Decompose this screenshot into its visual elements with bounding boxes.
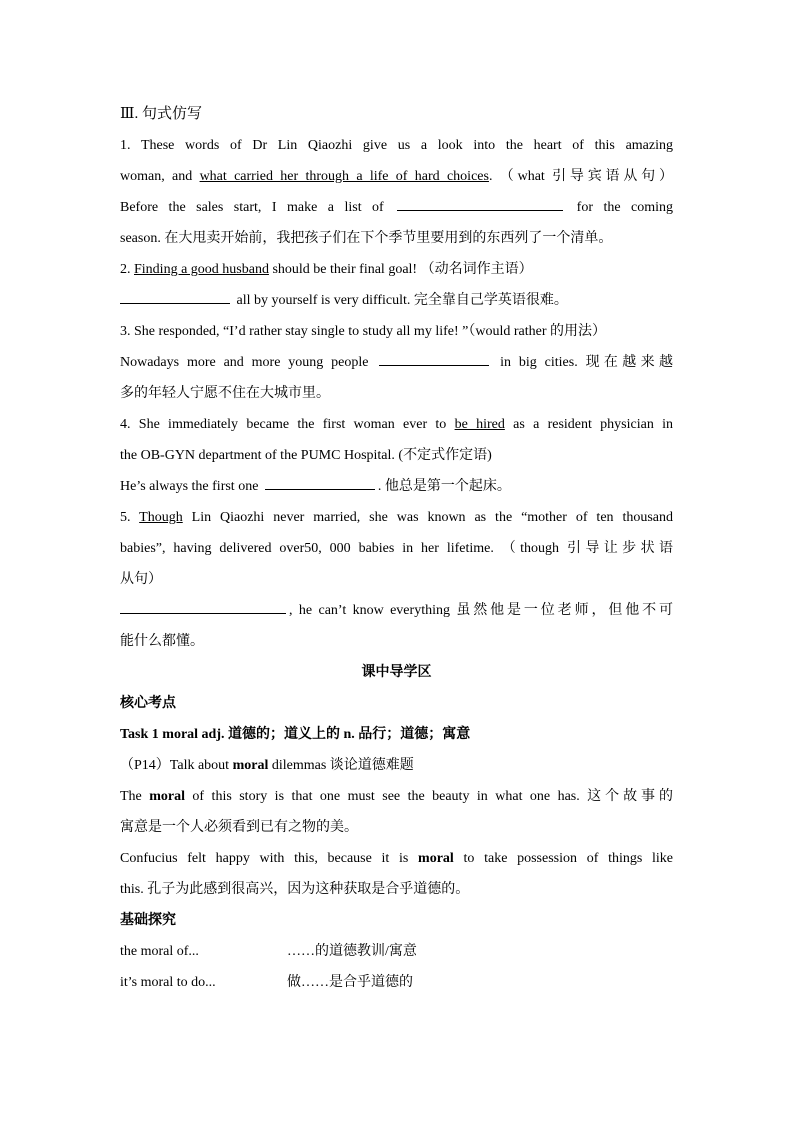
item5-practice-post: , he can’t know everything 虽然他是一位老师，但他不可 bbox=[289, 603, 673, 618]
item5-line3: 从句） bbox=[120, 572, 162, 587]
item2-blank[interactable] bbox=[120, 290, 230, 304]
example1-keyword: moral bbox=[232, 758, 269, 773]
item5-practice-line2: 能什么都懂。 bbox=[120, 634, 204, 649]
item1-line2-pre: woman, and bbox=[120, 169, 200, 184]
example2-keyword: moral bbox=[149, 789, 185, 804]
section-title: Ⅲ. 句式仿写 bbox=[120, 106, 202, 122]
core-points-title: 核心考点 bbox=[120, 696, 176, 711]
item5-pre: 5. bbox=[120, 510, 140, 525]
item3-practice-line2: 多的年轻人宁愿不住在大城市里。 bbox=[120, 386, 330, 401]
item4-post: as a resident physician in bbox=[504, 417, 673, 432]
example1-post: dilemmas 谈论道德难题 bbox=[268, 758, 414, 773]
item4-underlined: be hired bbox=[454, 417, 505, 432]
item2-practice-post: all by yourself is very difficult. 完全靠自己学英语很难。 bbox=[236, 293, 568, 308]
item3-practice-post: in big cities. 现在越来越 bbox=[500, 355, 673, 370]
item5-line2: babies”, having delivered over50, 000 babies in her lifetime. （though 引导让步状语 bbox=[120, 541, 673, 556]
phrase-zh: ……的道德教训/寓意 bbox=[287, 944, 417, 959]
item1-line2-post: . （what 引导宾语从句） bbox=[488, 169, 673, 184]
item1-blank[interactable] bbox=[397, 197, 563, 211]
example2-line1 bbox=[120, 781, 673, 812]
phrase-zh: 做……是合乎道德的 bbox=[287, 975, 413, 990]
item2-practice-line1 bbox=[120, 285, 673, 316]
example2-line2: 寓意是一个人必须看到已有之物的美。 bbox=[120, 820, 358, 835]
item4-blank[interactable] bbox=[265, 476, 375, 490]
item4-line1 bbox=[120, 409, 673, 440]
example2-pre: The bbox=[120, 789, 150, 804]
classroom-title: 课中导学区 bbox=[361, 665, 432, 680]
document-content bbox=[120, 99, 673, 998]
phrase-row bbox=[120, 967, 673, 998]
item3-blank[interactable] bbox=[379, 352, 489, 366]
example3-keyword: moral bbox=[418, 851, 454, 866]
item1-practice-pre: Before the sales start, I make a list of bbox=[120, 200, 384, 215]
item5-practice-line1 bbox=[120, 595, 673, 626]
item5-post: Lin Qiaozhi never married, she was known as the “mother of ten thousand bbox=[182, 510, 673, 525]
item1-underlined: what carried her through a life of hard choices bbox=[199, 169, 489, 184]
phrase-row bbox=[120, 936, 673, 967]
item5-underlined: Though bbox=[139, 510, 183, 525]
item2-underlined: Finding a good husband bbox=[134, 262, 269, 277]
example2-post: of this story is that one must see the beauty in what one has. 这个故事的 bbox=[184, 789, 673, 804]
item5-line1 bbox=[120, 502, 673, 533]
item4-practice-pre: He’s always the first one bbox=[120, 479, 259, 494]
phrase-en: it’s moral to do... bbox=[120, 975, 216, 990]
item2-pre: 2. bbox=[120, 262, 134, 277]
example1 bbox=[120, 750, 673, 781]
item1-practice-line1 bbox=[120, 192, 673, 223]
item3-practice-line1 bbox=[120, 347, 673, 378]
example3-line1 bbox=[120, 843, 673, 874]
task1-heading: Task 1 moral adj. 道德的；道义上的 n. 品行；道德；寓意 bbox=[120, 727, 471, 742]
item3-practice-pre: Nowadays more and more young people bbox=[120, 355, 369, 370]
example3-post: to take possession of things like bbox=[453, 851, 673, 866]
item4-pre: 4. She immediately became the first woman ever to bbox=[120, 417, 455, 432]
item2-line1 bbox=[120, 254, 673, 285]
item1-practice-post: for the coming bbox=[576, 200, 674, 215]
item4-practice-post: . 他总是第一个起床。 bbox=[377, 479, 511, 494]
item2-post: should be their final goal! （动名词作主语） bbox=[268, 262, 533, 277]
example3-line2: this. 孔子为此感到很高兴，因为这种获取是合乎道德的。 bbox=[120, 882, 470, 897]
item1-line1: 1. These words of Dr Lin Qiaozhi give us a look into the heart of this amazing bbox=[120, 138, 673, 153]
item4-line2: the OB-GYN department of the PUMC Hospital. (不定式作定语) bbox=[120, 448, 492, 463]
item5-blank[interactable] bbox=[120, 600, 286, 614]
example1-pre: （P14）Talk about bbox=[120, 758, 233, 773]
item3-line1: 3. She responded, “I’d rather stay single to study all my life! ”（would rather 的用法） bbox=[120, 324, 606, 339]
item4-practice-line1 bbox=[120, 471, 673, 502]
item1-line2 bbox=[120, 161, 673, 192]
phrase-en: the moral of... bbox=[120, 944, 199, 959]
basic-explore-title: 基础探究 bbox=[120, 913, 176, 928]
example3-pre: Confucius felt happy with this, because it is bbox=[120, 851, 419, 866]
item1-practice-line2: season. 在大甩卖开始前，我把孩子们在下个季节里要用到的东西列了一个清单。 bbox=[120, 231, 613, 246]
